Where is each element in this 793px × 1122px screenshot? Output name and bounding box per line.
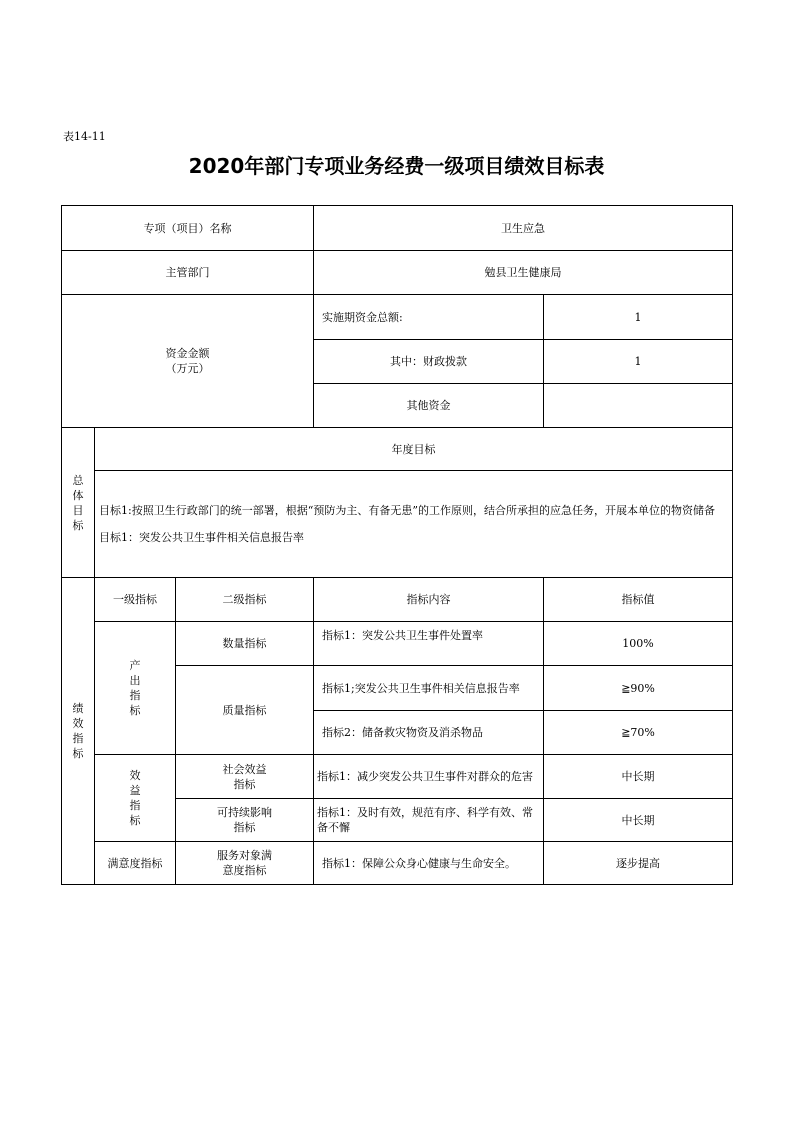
service-satisfaction-content: 指标1：保障公众身心健康与生命安全。 <box>314 842 544 885</box>
satisfaction-indicator-label: 满意度指标 <box>95 842 176 885</box>
service-satisfaction-label: 服务对象满意度指标 <box>176 842 314 885</box>
sustainability-value: 中长期 <box>544 799 733 842</box>
funds-fiscal-value: 1 <box>544 340 733 384</box>
output-indicator-label: 产出指标 <box>95 622 176 755</box>
annual-goal-2: 目标1：突发公共卫生事件相关信息报告率 <box>99 531 304 544</box>
quality-value-2: ≧70% <box>544 711 733 755</box>
quantity-indicator-label: 数量指标 <box>176 622 314 666</box>
sustainability-label: 可持续影响指标 <box>176 799 314 842</box>
overall-goal-side-label: 总体目标 <box>62 428 95 578</box>
performance-table <box>61 205 733 885</box>
quantity-value: 100% <box>544 622 733 666</box>
annual-goal-header: 年度目标 <box>95 428 733 471</box>
sustainability-content: 指标1：及时有效，规范有序、科学有效、常备不懈 <box>314 799 544 842</box>
project-name-label: 专项（项目）名称 <box>62 206 314 251</box>
indicators-side-label: 绩效指标 <box>62 578 95 885</box>
quality-indicator-label: 质量指标 <box>176 666 314 755</box>
funds-total-value: 1 <box>544 295 733 340</box>
quality-content-2: 指标2：储备救灾物资及消杀物品 <box>314 711 544 755</box>
social-benefit-content: 指标1：减少突发公共卫生事件对群众的危害 <box>314 755 544 799</box>
funds-other-value <box>544 384 733 428</box>
funds-total-label: 实施期资金总额: <box>314 295 544 340</box>
quality-value-1: ≧90% <box>544 666 733 711</box>
header-level2: 二级指标 <box>176 578 314 622</box>
annual-goal-content <box>95 471 733 578</box>
service-satisfaction-value: 逐步提高 <box>544 842 733 885</box>
dept-label: 主管部门 <box>62 251 314 295</box>
project-name-value: 卫生应急 <box>314 206 733 251</box>
table-number: 表14-11 <box>63 130 106 143</box>
header-content: 指标内容 <box>314 578 544 622</box>
page-title: 2020年部门专项业务经费一级项目绩效目标表 <box>188 154 605 178</box>
quality-content-1: 指标1;突发公共卫生事件相关信息报告率 <box>314 666 544 711</box>
dept-value: 勉县卫生健康局 <box>314 251 733 295</box>
funds-other-label: 其他资金 <box>314 384 544 428</box>
header-level1: 一级指标 <box>95 578 176 622</box>
annual-goal-1: 目标1:按照卫生行政部门的统一部署，根据“预防为主、有备无患”的工作原则，结合所承担的应急任务，开展本单位的物资储备 <box>99 504 715 517</box>
benefit-indicator-label: 效益指标 <box>95 755 176 842</box>
funds-label: 资金金额 （万元） <box>62 295 314 428</box>
header-value: 指标值 <box>544 578 733 622</box>
social-benefit-value: 中长期 <box>544 755 733 799</box>
social-benefit-label: 社会效益指标 <box>176 755 314 799</box>
funds-fiscal-label: 其中：财政拨款 <box>314 340 544 384</box>
quantity-content: 指标1：突发公共卫生事件处置率 <box>314 622 544 666</box>
